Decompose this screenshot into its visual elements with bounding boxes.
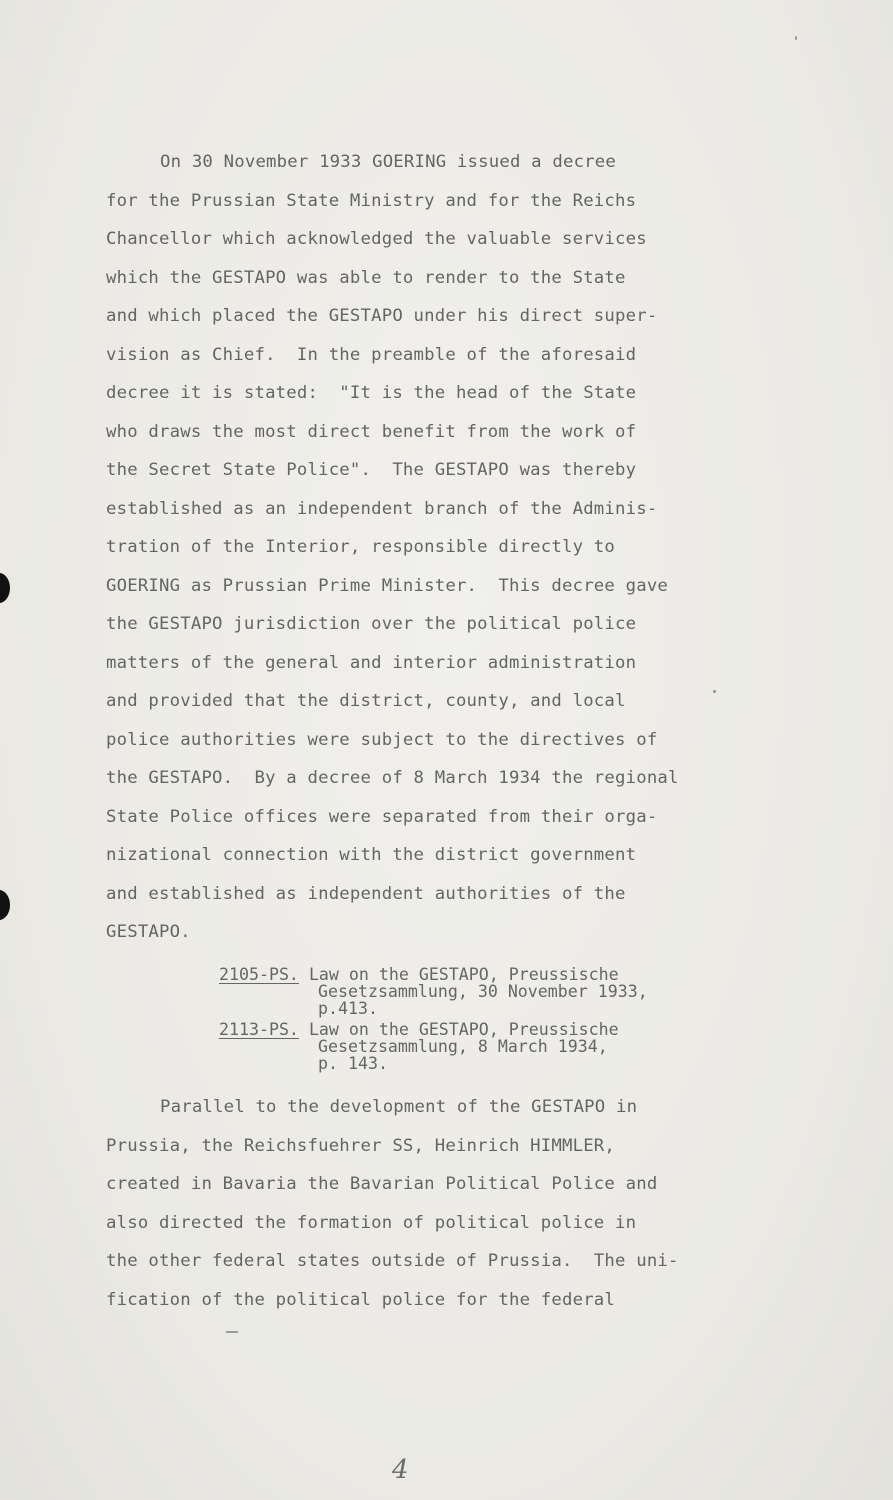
citation-text: p. 143. [318,1054,388,1073]
page-number: 4 [392,1455,409,1485]
paper-mark [226,1331,238,1333]
binder-hole-top [0,573,10,603]
paragraph-line: GOERING as Prussian Prime Minister. This decree gave [106,576,669,596]
citation-text: Gesetzsammlung, 8 March 1934, [318,1037,608,1056]
paper-mark [795,36,797,40]
paragraph-line: the GESTAPO jurisdiction over the political police [106,614,637,634]
paragraph-line: created in Bavaria the Bavarian Political Police and [106,1174,658,1194]
paper-mark [713,690,716,693]
paragraph-line: who draws the most direct benefit from the work of [106,422,637,442]
citation-text: Law on the GESTAPO, Preussische [308,965,619,984]
citation-2113-ps [219,1021,619,1038]
paragraph-line: fication of the political police for the federal [106,1290,616,1310]
paragraph-line: GESTAPO. [106,922,191,942]
citation-ref: 2113-PS. [219,1020,299,1039]
paragraph-line: the other federal states outside of Prussia. The uni- [106,1251,679,1271]
paragraph-line: State Police offices were separated from their orga- [106,807,658,827]
paragraph-line: On 30 November 1933 GOERING issued a decree [160,152,616,172]
paragraph-line: Prussia, the Reichsfuehrer SS, Heinrich HIMMLER, [106,1136,616,1156]
paragraph-line: and established as independent authorities of the [106,884,626,904]
binder-hole-bottom [0,890,10,920]
paragraph-line: and which placed the GESTAPO under his direct super- [106,306,658,326]
paragraph-line: also directed the formation of political police in [106,1213,637,1233]
paragraph-line: nizational connection with the district government [106,845,637,865]
citation-text: Gesetzsammlung, 30 November 1933, [318,982,648,1001]
paragraph-line: vision as Chief. In the preamble of the aforesaid [106,345,637,365]
citation-text: p.413. [318,999,378,1018]
paragraph-line: the Secret State Police". The GESTAPO was thereby [106,460,637,480]
paragraph-line: which the GESTAPO was able to render to the State [106,268,626,288]
paragraph-line: Chancellor which acknowledged the valuable services [106,229,647,249]
citation-text: Law on the GESTAPO, Preussische [308,1020,619,1039]
paragraph-line: decree it is stated: "It is the head of the State [106,383,637,403]
paragraph-line: for the Prussian State Ministry and for the Reichs [106,191,637,211]
paragraph-line: tration of the Interior, responsible directly to [106,537,616,557]
paragraph-line: established as an independent branch of the Adminis- [106,499,658,519]
citation-ref: 2105-PS. [219,965,299,984]
paragraph-line: the GESTAPO. By a decree of 8 March 1934 the regional [106,768,679,788]
paragraph-line: matters of the general and interior administration [106,653,637,673]
paragraph-line: Parallel to the development of the GESTAPO in [160,1097,638,1117]
paragraph-line: police authorities were subject to the directives of [106,730,658,750]
citation-2105-ps [219,966,619,983]
paragraph-line: and provided that the district, county, and local [106,691,626,711]
